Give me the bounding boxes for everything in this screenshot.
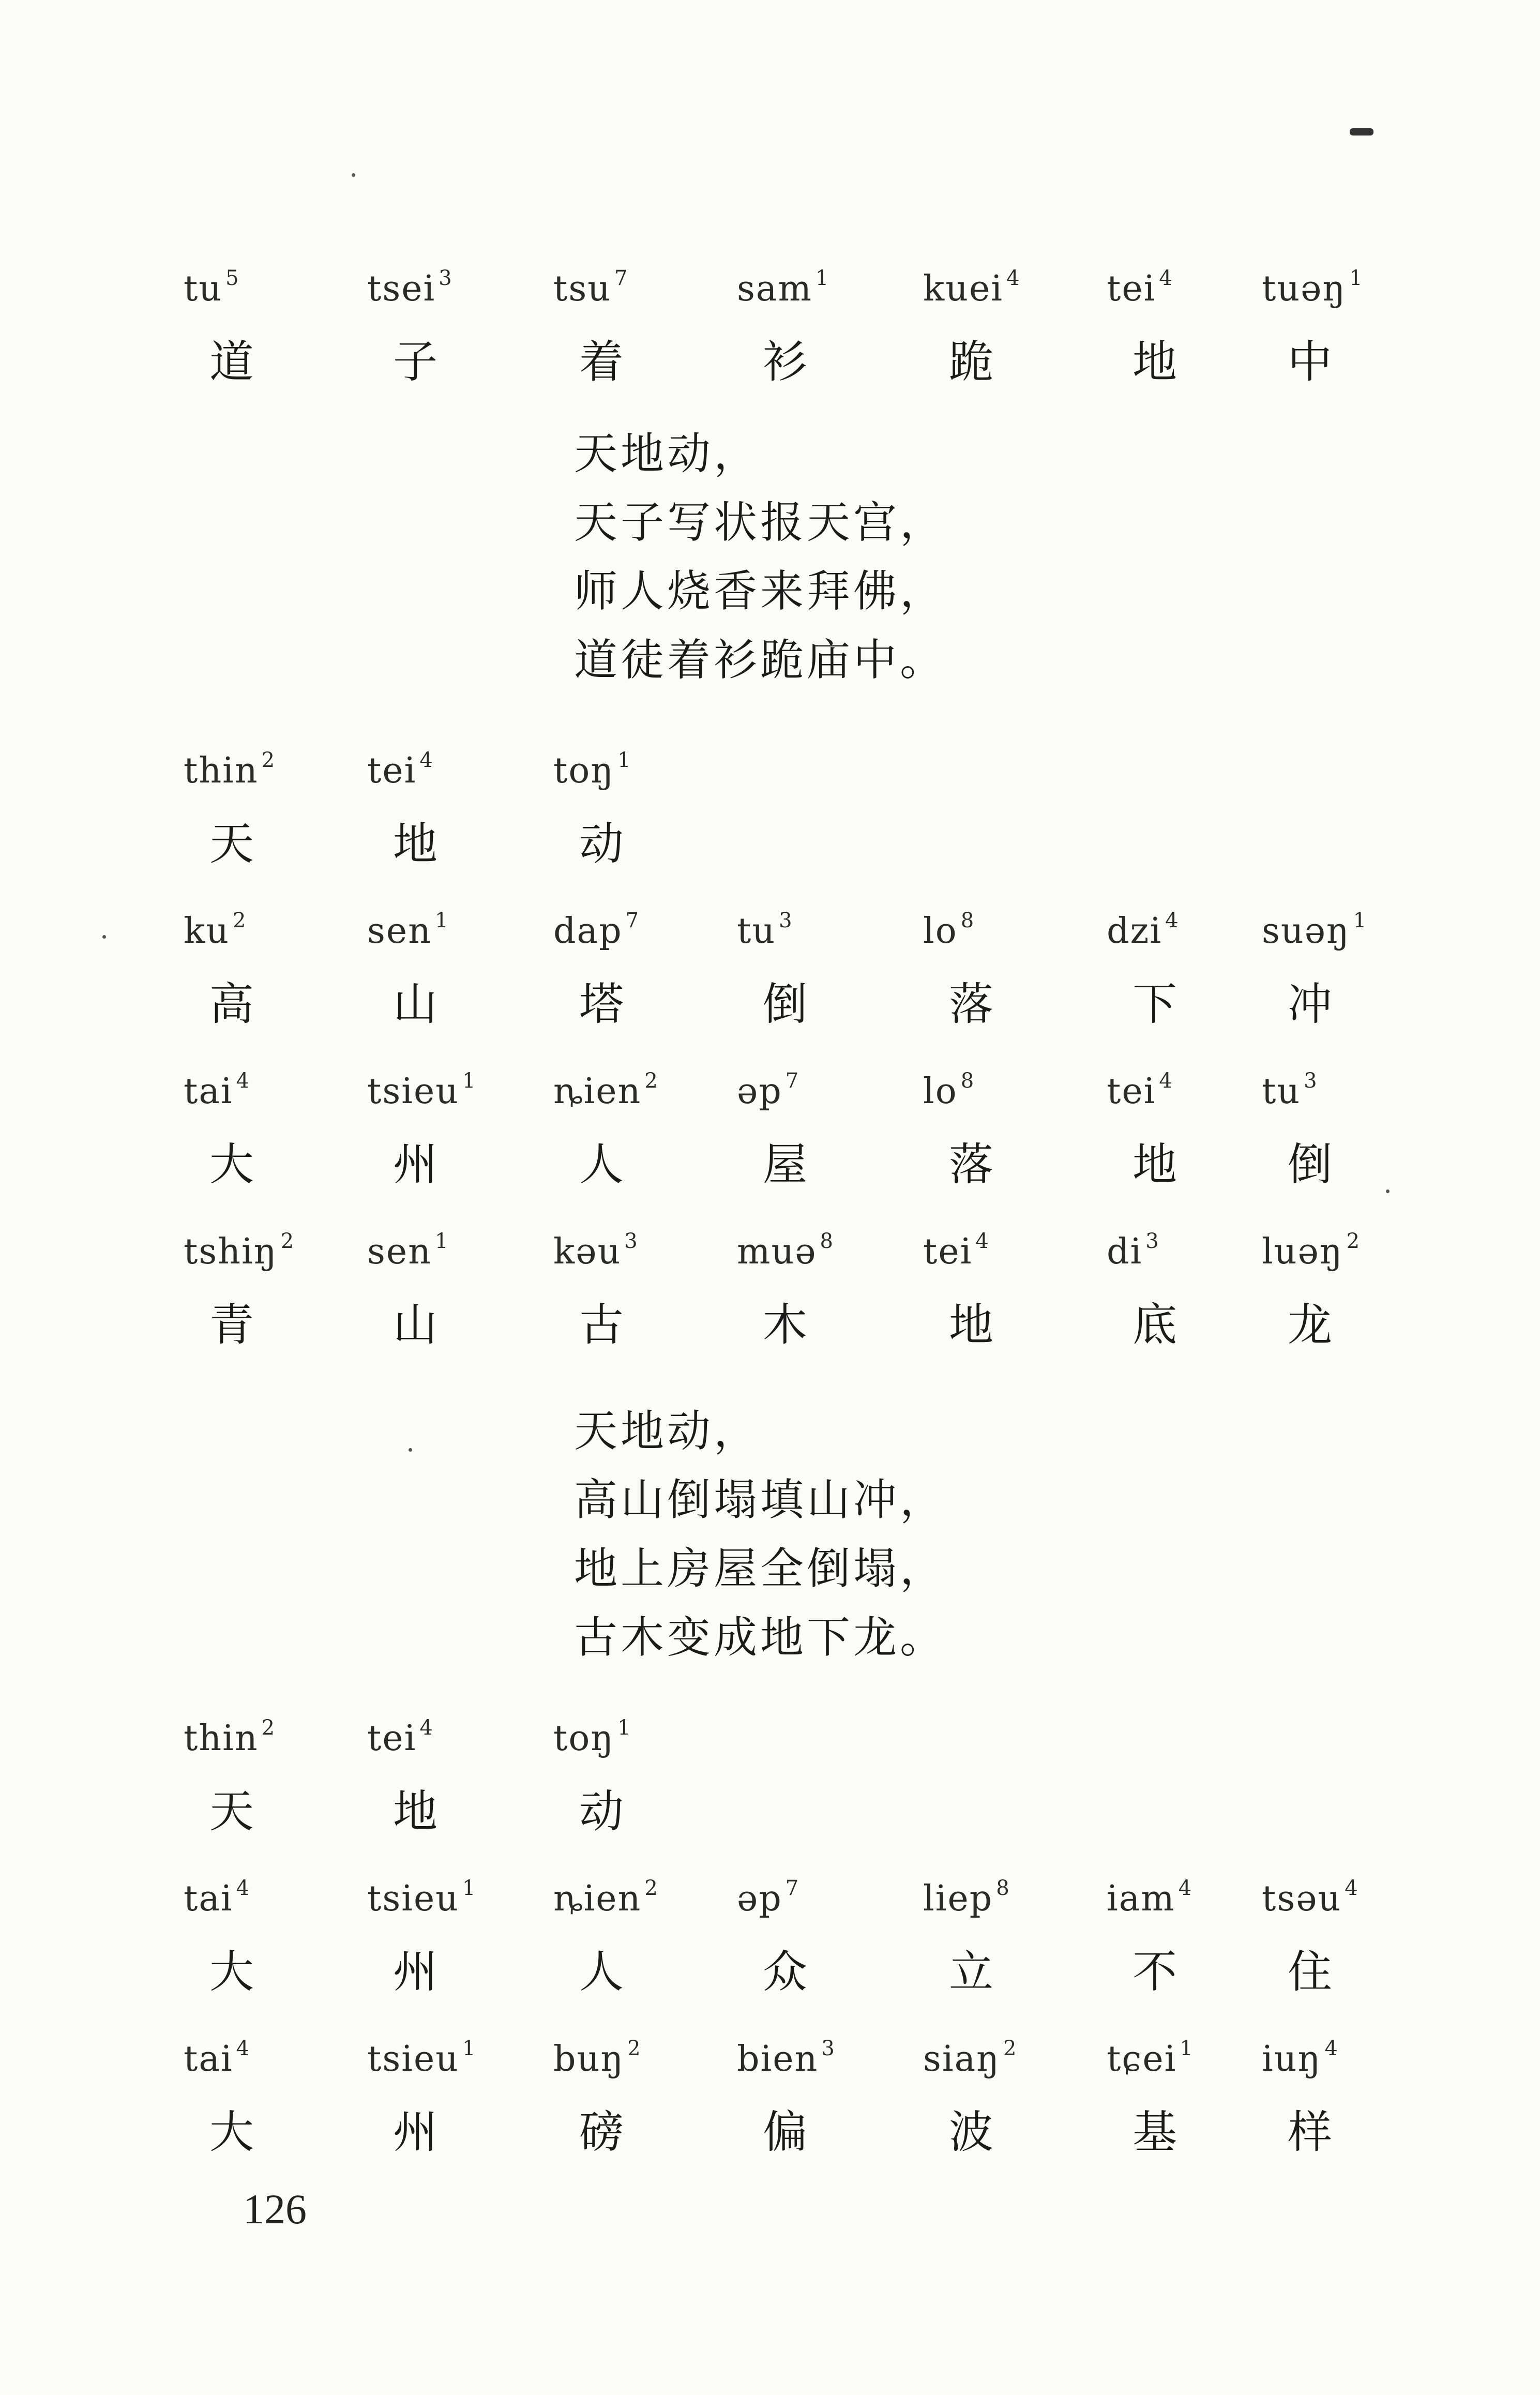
gloss-row xyxy=(184,1229,1373,1390)
tone-number: 3 xyxy=(624,1229,639,1253)
romanization xyxy=(1107,1069,1173,1112)
romanized-syllable: əp xyxy=(737,1071,782,1112)
romanized-syllable: tai xyxy=(184,1071,233,1112)
romanization xyxy=(367,1229,449,1272)
gloss-block-1 xyxy=(184,266,1373,427)
chinese-character: 住 xyxy=(1288,1946,1332,1998)
tone-number: 2 xyxy=(1346,1229,1361,1253)
romanization xyxy=(923,2037,1017,2080)
romanized-syllable: tsəu xyxy=(1262,1878,1342,1919)
romanization xyxy=(1262,909,1367,952)
romanized-syllable: lo xyxy=(923,1071,958,1112)
gloss-row xyxy=(184,266,1373,427)
tone-number: 2 xyxy=(261,748,276,772)
tone-number: 2 xyxy=(627,2037,642,2060)
translation-line: 天子写状报天宫， xyxy=(574,497,947,548)
romanization xyxy=(367,2037,476,2080)
tone-number: 3 xyxy=(1304,1069,1318,1093)
romanized-syllable: tai xyxy=(184,2039,233,2080)
romanization xyxy=(923,909,975,952)
tone-number: 3 xyxy=(1145,1229,1160,1253)
tone-number: 2 xyxy=(280,1229,295,1253)
romanization xyxy=(1262,266,1364,309)
tone-number: 4 xyxy=(236,1876,251,1900)
chinese-character: 偏 xyxy=(763,2106,807,2158)
romanization xyxy=(923,266,1020,309)
romanization xyxy=(737,2037,836,2080)
romanization xyxy=(184,748,276,791)
chinese-character: 倒 xyxy=(1288,1139,1332,1191)
romanization xyxy=(1262,1229,1361,1272)
romanized-syllable: buŋ xyxy=(553,2039,625,2080)
chinese-character: 屋 xyxy=(763,1139,807,1191)
romanized-syllable: thin xyxy=(184,1718,259,1759)
romanization xyxy=(367,909,449,952)
romanized-syllable: tsieu xyxy=(367,1071,460,1112)
romanization xyxy=(367,1876,476,1919)
chinese-character: 古 xyxy=(579,1299,624,1351)
tone-number: 1 xyxy=(617,748,632,772)
tone-number: 2 xyxy=(1003,2037,1018,2060)
romanization xyxy=(184,2037,250,2080)
romanized-syllable: sen xyxy=(367,911,432,952)
romanization xyxy=(553,266,628,309)
translation-stanza-1 xyxy=(574,419,1298,694)
tone-number: 8 xyxy=(960,1069,975,1093)
chinese-character: 不 xyxy=(1133,1946,1177,1998)
chinese-character: 地 xyxy=(1133,336,1177,388)
print-speck xyxy=(352,173,355,177)
tone-number: 4 xyxy=(1165,909,1180,932)
romanized-syllable: tei xyxy=(1107,1071,1156,1112)
romanized-syllable: tei xyxy=(367,1718,417,1759)
chinese-character: 中 xyxy=(1288,336,1332,388)
romanization xyxy=(737,1069,799,1112)
romanized-syllable: di xyxy=(1107,1231,1143,1272)
tone-number: 2 xyxy=(644,1069,659,1093)
romanized-syllable: tu xyxy=(1262,1071,1301,1112)
romanization xyxy=(1107,1876,1192,1919)
tone-number: 8 xyxy=(820,1229,834,1253)
gloss-block-2 xyxy=(184,748,1373,1390)
tone-number: 1 xyxy=(1180,2037,1194,2060)
romanized-syllable: tsieu xyxy=(367,1878,460,1919)
chinese-character: 地 xyxy=(949,1299,993,1351)
chinese-character: 立 xyxy=(949,1946,993,1998)
tone-number: 1 xyxy=(434,1229,449,1253)
translation-line: 道徒着衫跪庙中。 xyxy=(574,635,947,685)
romanized-syllable: kuei xyxy=(923,268,1003,309)
chinese-character: 大 xyxy=(209,1946,254,1998)
romanization xyxy=(553,1069,659,1112)
print-speck xyxy=(1386,1189,1390,1193)
romanized-syllable: dzi xyxy=(1107,911,1162,952)
romanization xyxy=(737,266,829,309)
romanization xyxy=(184,1069,250,1112)
chinese-character: 落 xyxy=(949,1139,993,1191)
romanization xyxy=(1107,2037,1194,2080)
print-speck xyxy=(409,1448,412,1452)
romanized-syllable: tu xyxy=(184,268,223,309)
tone-number: 4 xyxy=(1159,1069,1173,1093)
chinese-character: 道 xyxy=(209,336,254,388)
chinese-character: 州 xyxy=(393,1946,437,1998)
gloss-row xyxy=(184,1876,1373,2037)
chinese-character: 天 xyxy=(209,818,254,870)
romanized-syllable: liep xyxy=(923,1878,993,1919)
romanized-syllable: sam xyxy=(737,268,812,309)
romanized-syllable: dap xyxy=(553,911,623,952)
chinese-character: 动 xyxy=(579,1786,624,1837)
tone-number: 1 xyxy=(434,909,449,932)
tone-number: 1 xyxy=(815,266,830,290)
romanization xyxy=(367,1069,476,1112)
romanized-syllable: tsu xyxy=(553,268,612,309)
romanization xyxy=(1262,2037,1339,2080)
romanized-syllable: lo xyxy=(923,911,958,952)
romanized-syllable: tu xyxy=(737,911,776,952)
romanization xyxy=(737,909,793,952)
translation-line: 古木变成地下龙。 xyxy=(574,1612,947,1663)
tone-number: 7 xyxy=(625,909,640,932)
tone-number: 1 xyxy=(1349,266,1364,290)
chinese-character: 着 xyxy=(579,336,624,388)
chinese-character: 下 xyxy=(1133,978,1177,1030)
chinese-character: 子 xyxy=(393,336,437,388)
tone-number: 3 xyxy=(821,2037,836,2060)
romanized-syllable: toŋ xyxy=(553,1718,615,1759)
romanization xyxy=(923,1069,975,1112)
romanized-syllable: siaŋ xyxy=(923,2039,1000,2080)
chinese-character: 动 xyxy=(579,818,624,870)
tone-number: 4 xyxy=(1324,2037,1339,2060)
romanized-syllable: ku xyxy=(184,911,230,952)
gloss-block-3 xyxy=(184,1716,1373,2197)
romanization xyxy=(184,1229,295,1272)
romanized-syllable: tei xyxy=(367,750,417,791)
gloss-row xyxy=(184,748,1373,909)
romanized-syllable: tsei xyxy=(367,268,436,309)
chinese-character: 大 xyxy=(209,2106,254,2158)
romanization xyxy=(367,748,434,791)
chinese-character: 青 xyxy=(209,1299,254,1351)
chinese-character: 样 xyxy=(1288,2106,1332,2158)
tone-number: 5 xyxy=(225,266,240,290)
tone-number: 7 xyxy=(785,1876,800,1900)
chinese-character: 衫 xyxy=(763,336,807,388)
chinese-character: 磅 xyxy=(579,2106,624,2158)
tone-number: 1 xyxy=(617,1716,632,1740)
romanized-syllable: tai xyxy=(184,1878,233,1919)
romanized-syllable: ȵien xyxy=(553,1878,642,1919)
romanization xyxy=(737,1876,799,1919)
tone-number: 1 xyxy=(462,1069,477,1093)
romanized-syllable: tei xyxy=(923,1231,973,1272)
gloss-row xyxy=(184,1069,1373,1229)
print-mark xyxy=(1350,128,1373,135)
romanization xyxy=(1107,909,1180,952)
translation-stanza-2 xyxy=(574,1396,1298,1671)
chinese-character: 地 xyxy=(393,1786,437,1837)
chinese-character: 底 xyxy=(1133,1299,1177,1351)
romanized-syllable: tɕei xyxy=(1107,2039,1177,2080)
tone-number: 1 xyxy=(462,1876,477,1900)
romanization xyxy=(367,1716,434,1759)
chinese-character: 冲 xyxy=(1288,978,1332,1030)
chinese-character: 天 xyxy=(209,1786,254,1837)
chinese-character: 地 xyxy=(393,818,437,870)
page-number: 126 xyxy=(243,2186,307,2233)
gloss-row xyxy=(184,2037,1373,2197)
romanization xyxy=(184,266,240,309)
chinese-character: 众 xyxy=(763,1946,807,1998)
romanized-syllable: suəŋ xyxy=(1262,911,1350,952)
chinese-character: 基 xyxy=(1133,2106,1177,2158)
tone-number: 4 xyxy=(419,748,434,772)
chinese-character: 大 xyxy=(209,1139,254,1191)
romanization xyxy=(553,1716,632,1759)
romanization xyxy=(553,748,632,791)
tone-number: 1 xyxy=(462,2037,477,2060)
chinese-character: 落 xyxy=(949,978,993,1030)
romanization xyxy=(367,266,453,309)
tone-number: 8 xyxy=(960,909,975,932)
romanization xyxy=(1262,1876,1359,1919)
tone-number: 3 xyxy=(439,266,453,290)
translation-line: 天地动， xyxy=(574,1406,761,1456)
romanized-syllable: əp xyxy=(737,1878,782,1919)
translation-line: 师人烧香来拜佛， xyxy=(574,566,947,616)
tone-number: 4 xyxy=(236,1069,251,1093)
chinese-character: 山 xyxy=(393,978,437,1030)
chinese-character: 高 xyxy=(209,978,254,1030)
romanized-syllable: tuəŋ xyxy=(1262,268,1347,309)
chinese-character: 波 xyxy=(949,2106,993,2158)
romanized-syllable: kəu xyxy=(553,1231,622,1272)
romanization xyxy=(923,1876,1010,1919)
romanized-syllable: tei xyxy=(1107,268,1156,309)
tone-number: 4 xyxy=(236,2037,251,2060)
romanized-syllable: ȵien xyxy=(553,1071,642,1112)
romanization xyxy=(184,1876,250,1919)
chinese-character: 人 xyxy=(579,1946,624,1998)
romanization xyxy=(184,909,247,952)
romanization xyxy=(1107,266,1173,309)
chinese-character: 州 xyxy=(393,2106,437,2158)
chinese-character: 跪 xyxy=(949,336,993,388)
romanized-syllable: luəŋ xyxy=(1262,1231,1343,1272)
translation-line: 地上房屋全倒塌， xyxy=(574,1543,947,1594)
romanization xyxy=(1107,1229,1160,1272)
chinese-character: 倒 xyxy=(763,978,807,1030)
gloss-row xyxy=(184,909,1373,1069)
romanized-syllable: muə xyxy=(737,1231,817,1272)
romanization xyxy=(553,1229,639,1272)
tone-number: 7 xyxy=(614,266,629,290)
chinese-character: 地 xyxy=(1133,1139,1177,1191)
romanized-syllable: bien xyxy=(737,2039,819,2080)
romanized-syllable: thin xyxy=(184,750,259,791)
tone-number: 4 xyxy=(1006,266,1021,290)
tone-number: 4 xyxy=(975,1229,990,1253)
romanized-syllable: tshiŋ xyxy=(184,1231,278,1272)
chinese-character: 木 xyxy=(763,1299,807,1351)
tone-number: 3 xyxy=(779,909,793,932)
romanization xyxy=(923,1229,990,1272)
chinese-character: 州 xyxy=(393,1139,437,1191)
chinese-character: 塔 xyxy=(579,978,624,1030)
tone-number: 2 xyxy=(233,909,247,932)
tone-number: 4 xyxy=(1345,1876,1359,1900)
print-speck xyxy=(102,935,106,939)
tone-number: 4 xyxy=(1159,266,1173,290)
romanization xyxy=(553,909,640,952)
tone-number: 8 xyxy=(996,1876,1010,1900)
tone-number: 7 xyxy=(785,1069,800,1093)
romanization xyxy=(553,1876,659,1919)
romanized-syllable: toŋ xyxy=(553,750,615,791)
romanization xyxy=(737,1229,834,1272)
romanization xyxy=(553,2037,642,2080)
translation-line: 高山倒塌填山冲， xyxy=(574,1474,947,1525)
tone-number: 4 xyxy=(419,1716,434,1740)
tone-number: 4 xyxy=(1178,1876,1193,1900)
chinese-character: 人 xyxy=(579,1139,624,1191)
romanization xyxy=(1262,1069,1318,1112)
tone-number: 2 xyxy=(261,1716,276,1740)
romanized-syllable: iuŋ xyxy=(1262,2039,1322,2080)
translation-line: 天地动， xyxy=(574,428,761,479)
tone-number: 2 xyxy=(644,1876,659,1900)
chinese-character: 山 xyxy=(393,1299,437,1351)
romanization xyxy=(184,1716,276,1759)
chinese-character: 龙 xyxy=(1288,1299,1332,1351)
romanized-syllable: iam xyxy=(1107,1878,1175,1919)
romanized-syllable: sen xyxy=(367,1231,432,1272)
tone-number: 1 xyxy=(1353,909,1368,932)
romanized-syllable: tsieu xyxy=(367,2039,460,2080)
gloss-row xyxy=(184,1716,1373,1876)
